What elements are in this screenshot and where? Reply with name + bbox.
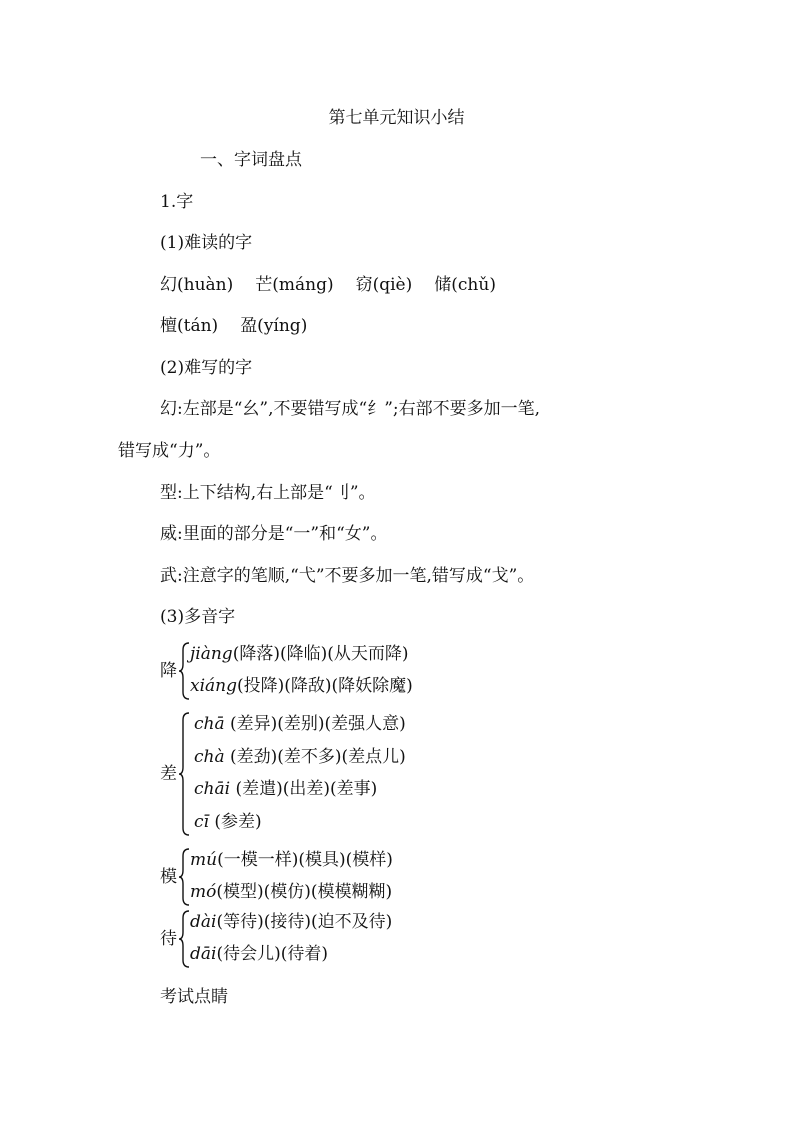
polyphone-reading (194, 810, 262, 834)
polyphone-group-mo (160, 846, 580, 908)
example-words: (差遣)(出差)(差事) (230, 779, 378, 799)
polyphone-reading (194, 745, 406, 769)
polyphone-heading: (3)多音字 (160, 607, 236, 627)
polyphone-reading (190, 910, 392, 934)
polyphone-reading (194, 712, 406, 736)
hard-read-item: 储(chǔ) (434, 275, 496, 295)
polyphone-reading (190, 848, 393, 872)
hard-write-huan-line-1: 幻:左部是“幺”,不要错写成“纟”;右部不要多加一笔, (160, 399, 541, 419)
example-words: (参差) (208, 812, 262, 832)
pinyin: dài (190, 912, 217, 932)
hard-read-item: 芒(máng) (255, 275, 334, 295)
pinyin: mú (190, 850, 218, 870)
example-words: (等待)(接待)(迫不及待) (216, 912, 393, 932)
hard-write-xing: 型:上下结构,右上部是“刂”。 (160, 483, 376, 503)
hard-write-heading: (2)难写的字 (160, 358, 253, 378)
brace-icon (178, 642, 190, 700)
pinyin: chāi (194, 779, 231, 799)
polyphone-group-dai (160, 908, 580, 970)
brace-icon (178, 848, 190, 906)
hard-write-huan-line-2: 错写成“力”。 (118, 441, 221, 461)
pinyin: dāi (190, 944, 217, 964)
polyphone-char: 待 (160, 929, 177, 949)
polyphone-reading (190, 942, 328, 966)
polyphone-char: 差 (160, 764, 177, 784)
example-words: (降落)(降临)(从天而降) (232, 644, 409, 664)
hard-read-row-2 (160, 314, 307, 338)
example-words: (一模一样)(模具)(模样) (217, 850, 393, 870)
page-title: 第七单元知识小结 (328, 108, 465, 128)
example-words: (模型)(模仿)(模模糊糊) (216, 882, 393, 902)
hard-read-row-1 (160, 273, 496, 297)
example-words: (待会儿)(待着) (216, 944, 328, 964)
subsection-heading-characters: 1.字 (160, 192, 194, 212)
section-heading-word-review: 一、字词盘点 (200, 150, 302, 170)
pinyin: jiàng (190, 644, 233, 664)
hard-read-item: 幻(huàn) (160, 275, 234, 295)
polyphone-reading (190, 642, 408, 666)
pinyin: cī (194, 812, 209, 832)
exam-tip-heading: 考试点睛 (160, 987, 228, 1007)
brace-icon (178, 712, 190, 836)
hard-write-wu: 武:注意字的笔顺,“弋”不要多加一笔,错写成“戈”。 (160, 566, 535, 586)
polyphone-char: 模 (160, 867, 177, 887)
example-words: (差劲)(差不多)(差点儿) (224, 747, 406, 767)
pinyin: xiáng (190, 676, 237, 696)
example-words: (差异)(差别)(差强人意) (224, 714, 406, 734)
polyphone-group-cha (160, 710, 580, 838)
polyphone-group-jiang (160, 640, 580, 702)
polyphone-char: 降 (160, 661, 177, 681)
polyphone-reading (194, 777, 377, 801)
brace-icon (178, 910, 190, 968)
pinyin: chà (194, 747, 225, 767)
hard-read-item: 盈(yíng) (240, 316, 308, 336)
hard-read-item: 窃(qiè) (355, 275, 413, 295)
hard-read-item: 檀(tán) (160, 316, 219, 336)
hard-write-wei: 威:里面的部分是“一”和“女”。 (160, 524, 388, 544)
pinyin: chā (194, 714, 225, 734)
polyphone-reading (190, 880, 392, 904)
pinyin: mó (190, 882, 217, 902)
polyphone-reading (190, 674, 413, 698)
hard-read-heading: (1)难读的字 (160, 233, 253, 253)
example-words: (投降)(降敌)(降妖除魔) (237, 676, 413, 696)
